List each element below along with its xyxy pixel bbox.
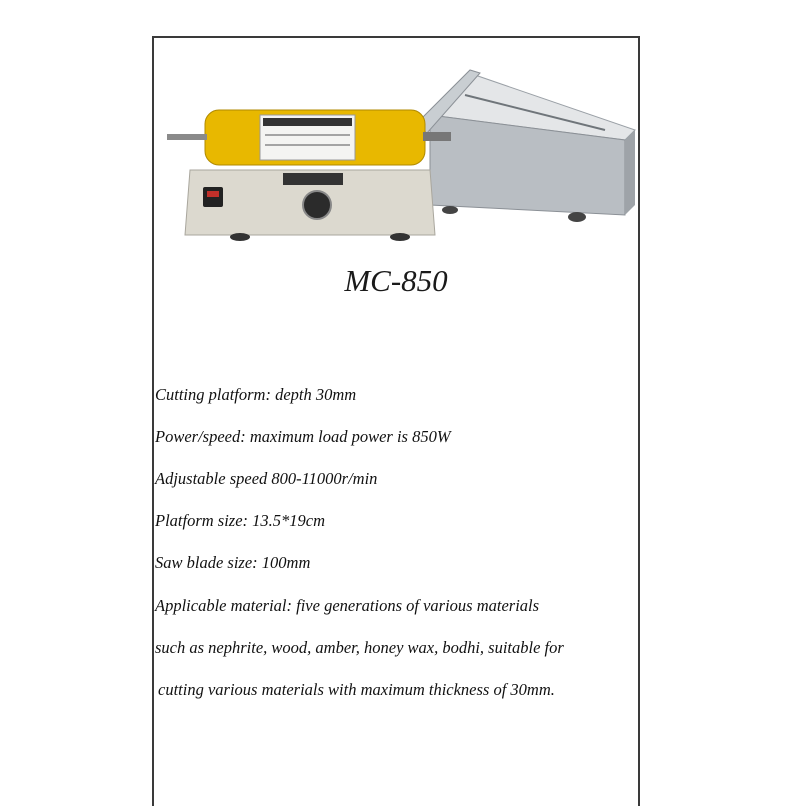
foot: [568, 212, 586, 222]
motor-shaft-right: [423, 132, 451, 141]
spec-line-5: Saw blade size: 100mm: [155, 553, 311, 572]
spec-line-7: such as nephrite, wood, amber, honey wax, bodhi, suitable for: [155, 638, 564, 657]
speed-knob: [303, 191, 331, 219]
control-label: [283, 173, 343, 185]
spec-line-6: Applicable material: five generations of various materials: [155, 596, 540, 615]
foot: [230, 233, 250, 241]
spec-line-1: Cutting platform: depth 30mm: [155, 385, 357, 404]
motor-shaft-left: [167, 134, 207, 140]
foot: [390, 233, 410, 241]
spec-line-4: Platform size: 13.5*19cm: [155, 511, 326, 530]
spec-line-2: Power/speed: maximum load power is 850W: [155, 427, 451, 446]
power-switch-red: [207, 191, 219, 197]
foot: [442, 206, 458, 214]
table-saw-machine-image: [165, 55, 645, 255]
model-title: MC-850: [344, 263, 448, 298]
motor-label-band: [263, 118, 352, 126]
spec-line-3: Adjustable speed 800-11000r/min: [155, 469, 378, 488]
saw-table-front: [625, 130, 635, 215]
spec-line-8: cutting various materials with maximum thickness of 30mm.: [158, 680, 555, 699]
